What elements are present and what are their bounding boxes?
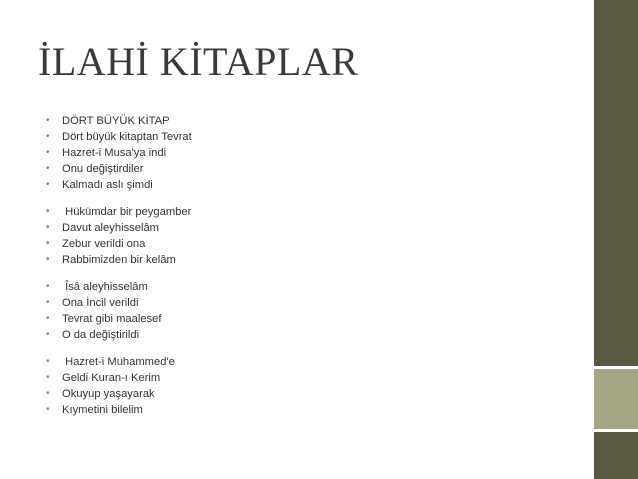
bullet-text: Zebur verildi ona bbox=[62, 238, 146, 250]
bullet-content bbox=[44, 113, 584, 418]
side-bar-bottom-block bbox=[594, 432, 638, 479]
bullet-item bbox=[44, 354, 584, 370]
bullet-item bbox=[44, 295, 584, 311]
bullet-text: Tevrat gibi maalesef bbox=[62, 313, 162, 325]
bullet-icon: • bbox=[46, 238, 50, 249]
bullet-item bbox=[44, 252, 584, 268]
bullet-text: Dört büyük kitaptan Tevrat bbox=[62, 131, 192, 143]
bullet-item bbox=[44, 113, 584, 129]
bullet-item bbox=[44, 279, 584, 295]
bullet-icon: • bbox=[46, 206, 50, 217]
bullet-icon: • bbox=[46, 131, 50, 142]
bullet-item bbox=[44, 204, 584, 220]
bullet-item bbox=[44, 161, 584, 177]
bullet-group bbox=[44, 204, 584, 268]
bullet-text: Rabbimizden bir kelâm bbox=[62, 254, 176, 266]
bullet-text: Hazret-i Muhammed'e bbox=[62, 356, 175, 368]
bullet-text: Kıymetini bilelim bbox=[62, 404, 143, 416]
bullet-text: Kalmadı aslı şimdi bbox=[62, 179, 153, 191]
decorative-side-bar bbox=[594, 0, 638, 479]
bullet-icon: • bbox=[46, 147, 50, 158]
bullet-item bbox=[44, 370, 584, 386]
bullet-icon: • bbox=[46, 388, 50, 399]
bullet-group bbox=[44, 113, 584, 193]
bullet-item bbox=[44, 177, 584, 193]
bullet-text: Geldi Kuran-ı Kerim bbox=[62, 372, 161, 384]
bullet-text: Ona İncil verildi bbox=[62, 297, 139, 309]
bullet-icon: • bbox=[46, 281, 50, 292]
bullet-item bbox=[44, 220, 584, 236]
bullet-icon: • bbox=[46, 179, 50, 190]
bullet-text: Îsâ aleyhisselâm bbox=[62, 281, 148, 293]
bullet-text: Onu değiştirdiler bbox=[62, 163, 144, 175]
bullet-item bbox=[44, 402, 584, 418]
side-bar-accent-block bbox=[594, 369, 638, 429]
bullet-icon: • bbox=[46, 372, 50, 383]
bullet-text: Davut aleyhisselâm bbox=[62, 222, 160, 234]
bullet-icon: • bbox=[46, 222, 50, 233]
bullet-icon: • bbox=[46, 115, 50, 126]
bullet-item bbox=[44, 311, 584, 327]
bullet-icon: • bbox=[46, 313, 50, 324]
side-bar-top-block bbox=[594, 0, 638, 366]
bullet-text: O da değiştirildi bbox=[62, 329, 140, 341]
bullet-item bbox=[44, 386, 584, 402]
bullet-item bbox=[44, 129, 584, 145]
bullet-item bbox=[44, 327, 584, 343]
bullet-icon: • bbox=[46, 254, 50, 265]
bullet-icon: • bbox=[46, 297, 50, 308]
slide-title: İLAHİ KİTAPLAR bbox=[38, 39, 359, 84]
bullet-text: Hükümdar bir peygamber bbox=[62, 206, 192, 218]
bullet-icon: • bbox=[46, 163, 50, 174]
bullet-icon: • bbox=[46, 329, 50, 340]
bullet-group bbox=[44, 279, 584, 343]
bullet-text: Okuyup yaşayarak bbox=[62, 388, 155, 400]
bullet-group bbox=[44, 354, 584, 418]
bullet-text: Hazret-i Musa'ya indi bbox=[62, 147, 167, 159]
bullet-icon: • bbox=[46, 356, 50, 367]
bullet-item bbox=[44, 145, 584, 161]
bullet-icon: • bbox=[46, 404, 50, 415]
bullet-item bbox=[44, 236, 584, 252]
bullet-text: DÖRT BÜYÜK KİTAP bbox=[62, 115, 170, 127]
